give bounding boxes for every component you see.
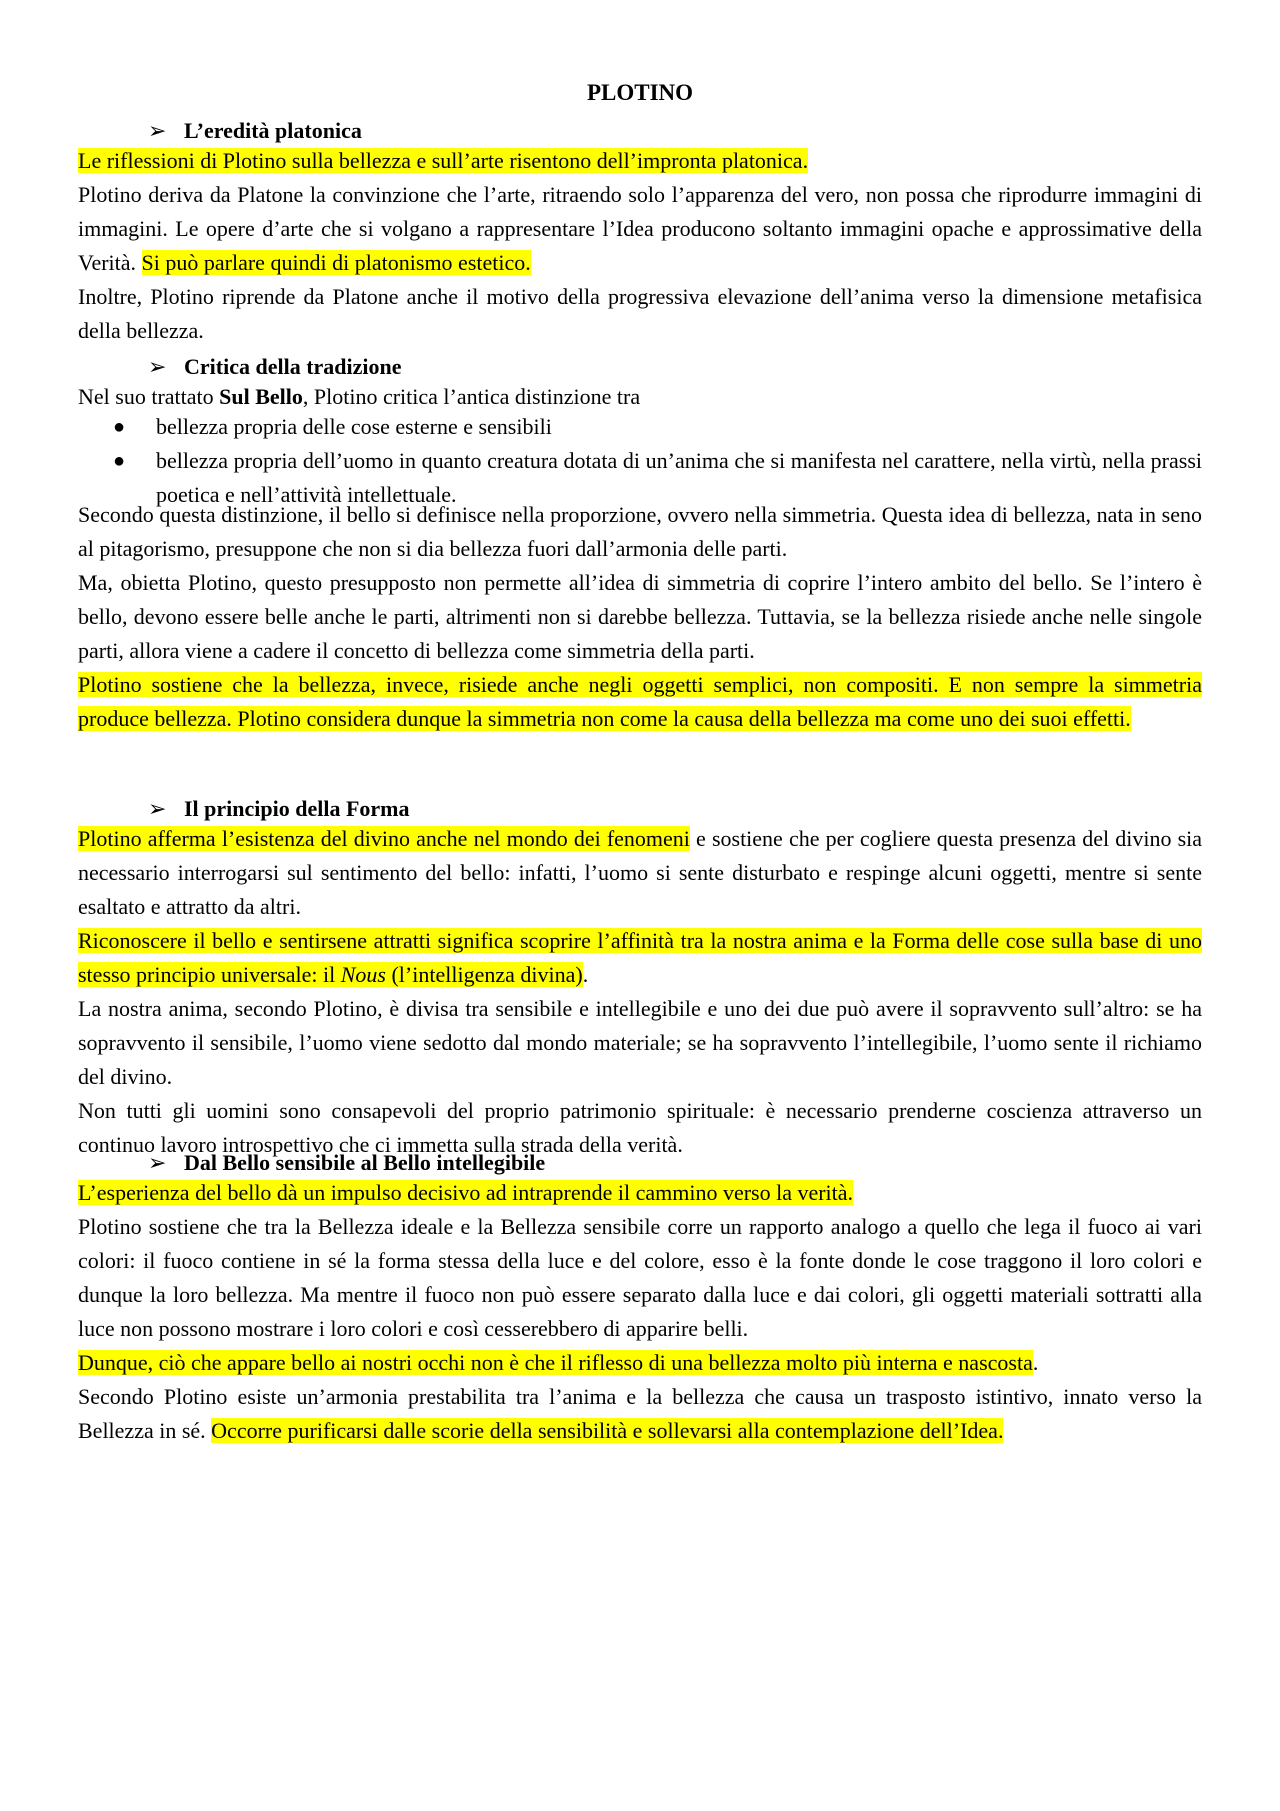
bullet-icon: ● xyxy=(113,450,126,472)
section-heading-forma: ➢ Il principio della Forma xyxy=(148,792,410,826)
list-item: ● bellezza propria delle cose esterne e sensibili xyxy=(78,410,1202,444)
paragraph: Ma, obietta Plotino, questo presupposto non permette all’idea di simmetria di coprire l’intero ambito del bello. Se l’intero è bello, devono essere belle anche le parti, altrimenti non si darebbe bellezza. Tuttavia, se la bellezza risiede anche nelle singole parti, allora viene a cadere il concetto di bellezza come simmetria della parti. xyxy=(78,570,1202,663)
section-body-critica xyxy=(78,498,1202,736)
arrow-bullet-icon: ➢ xyxy=(148,354,167,379)
paragraph: L’esperienza del bello dà un impulso decisivo ad intraprende il cammino verso la verità. xyxy=(78,1180,854,1205)
paragraph: Plotino sostiene che tra la Bellezza ideale e la Bellezza sensibile corre un rapporto analogo a quello che lega il fuoco ai vari colori: il fuoco contiene in sé la forma stessa della luce e del colore, esso è la fonte donde le cose traggono il loro colori e dunque la loro bellezza. Ma mentre il fuoco non può essere separato dalla luce e dai colori, gli oggetti materiali sottratti alla luce non possono mostrare i loro colori e così cesserebbero di apparire belli. xyxy=(78,1214,1202,1341)
bullet-list xyxy=(78,410,1202,512)
paragraph: Plotino afferma l’esistenza del divino anche nel mondo dei fenomeni e sostiene che per cogliere questa presenza del divino sia necessario interrogarsi sul sentimento del bello: infatti, l’uomo si sente disturbato e respinge alcuni oggetti, mentre si sente esaltato e attratto da altri. xyxy=(78,826,1203,919)
paragraph: Nel suo trattato Sul Bello, Plotino critica l’antica distinzione tra xyxy=(78,384,641,409)
paragraph: Secondo Plotino esiste un’armonia prestabilita tra l’anima e la bellezza che causa un trasposto istintivo, innato verso la Bellezza in sé. Occorre purificarsi dalle scorie della sensibilità e sollevarsi alla contemplazione dell’Idea. xyxy=(78,1384,1202,1443)
section-body-eredita xyxy=(78,144,1202,348)
section-body-bello-intellegibile xyxy=(78,1176,1202,1448)
paragraph: Inoltre, Plotino riprende da Platone anche il motivo della progressiva elevazione dell’anima verso la dimensione metafisica della bellezza. xyxy=(78,284,1202,343)
section-heading-bello-intellegibile: ➢ Dal Bello sensibile al Bello intellegibile xyxy=(148,1146,545,1180)
paragraph: Secondo questa distinzione, il bello si definisce nella proporzione, ovvero nella simmetria. Questa idea di bellezza, nata in seno al pitagorismo, presuppone che non si dia bellezza fuori dall’armonia delle parti. xyxy=(78,502,1202,561)
paragraph: Non tutti gli uomini sono consapevoli del proprio patrimonio spirituale: è necessario prenderne coscienza attraverso un continuo lavoro introspettivo che ci immetta sulla strada della verità. xyxy=(78,1098,1202,1157)
paragraph: Plotino deriva da Platone la convinzione che l’arte, ritraendo solo l’apparenza del vero, non possa che riprodurre immagini di immagini. Le opere d’arte che si volgano a rappresentare l’Idea producono soltanto immagini opache e approssimative della Verità. Si può parlare quindi di platonismo estetico. xyxy=(78,182,1202,275)
arrow-bullet-icon: ➢ xyxy=(148,1150,167,1175)
section-intro-critica xyxy=(78,380,1202,414)
paragraph: Plotino sostiene che la bellezza, invece, risiede anche negli oggetti semplici, non compositi. E non sempre la simmetria produce bellezza. Plotino considera dunque la simmetria non come la causa della bellezza ma come uno dei suoi effetti. xyxy=(78,672,1202,731)
list-item: ● bellezza propria dell’uomo in quanto creatura dotata di un’anima che si manifesta nel carattere, nella virtù, nella prassi poetica e nell’attività intellettuale. xyxy=(78,444,1202,512)
arrow-bullet-icon: ➢ xyxy=(148,796,167,821)
paragraph: Dunque, ciò che appare bello ai nostri occhi non è che il riflesso di una bellezza molto più interna e nascosta. xyxy=(78,1350,1039,1375)
bullet-icon: ● xyxy=(113,416,126,438)
section-heading-critica: ➢ Critica della tradizione xyxy=(148,350,402,384)
section-body-forma xyxy=(78,822,1202,1162)
section-heading-eredita: ➢ L’eredità platonica xyxy=(148,114,362,148)
arrow-bullet-icon: ➢ xyxy=(148,118,167,143)
paragraph: Riconoscere il bello e sentirsene attratti significa scoprire l’affinità tra la nostra anima e la Forma delle cose sulla base di uno stesso principio universale: il Nous (l’intelligenza divina). xyxy=(78,928,1202,987)
paragraph: Le riflessioni di Plotino sulla bellezza e sull’arte risentono dell’impronta platonica. xyxy=(78,148,809,173)
paragraph: La nostra anima, secondo Plotino, è divisa tra sensibile e intellegibile e uno dei due può avere il sopravvento sull’altro: se ha sopravvento il sensibile, l’uomo viene sedotto dal mondo materiale; se ha sopravvento l’intellegibile, l’uomo sente il richiamo del divino. xyxy=(78,996,1202,1089)
page-title: PLOTINO xyxy=(586,80,694,105)
